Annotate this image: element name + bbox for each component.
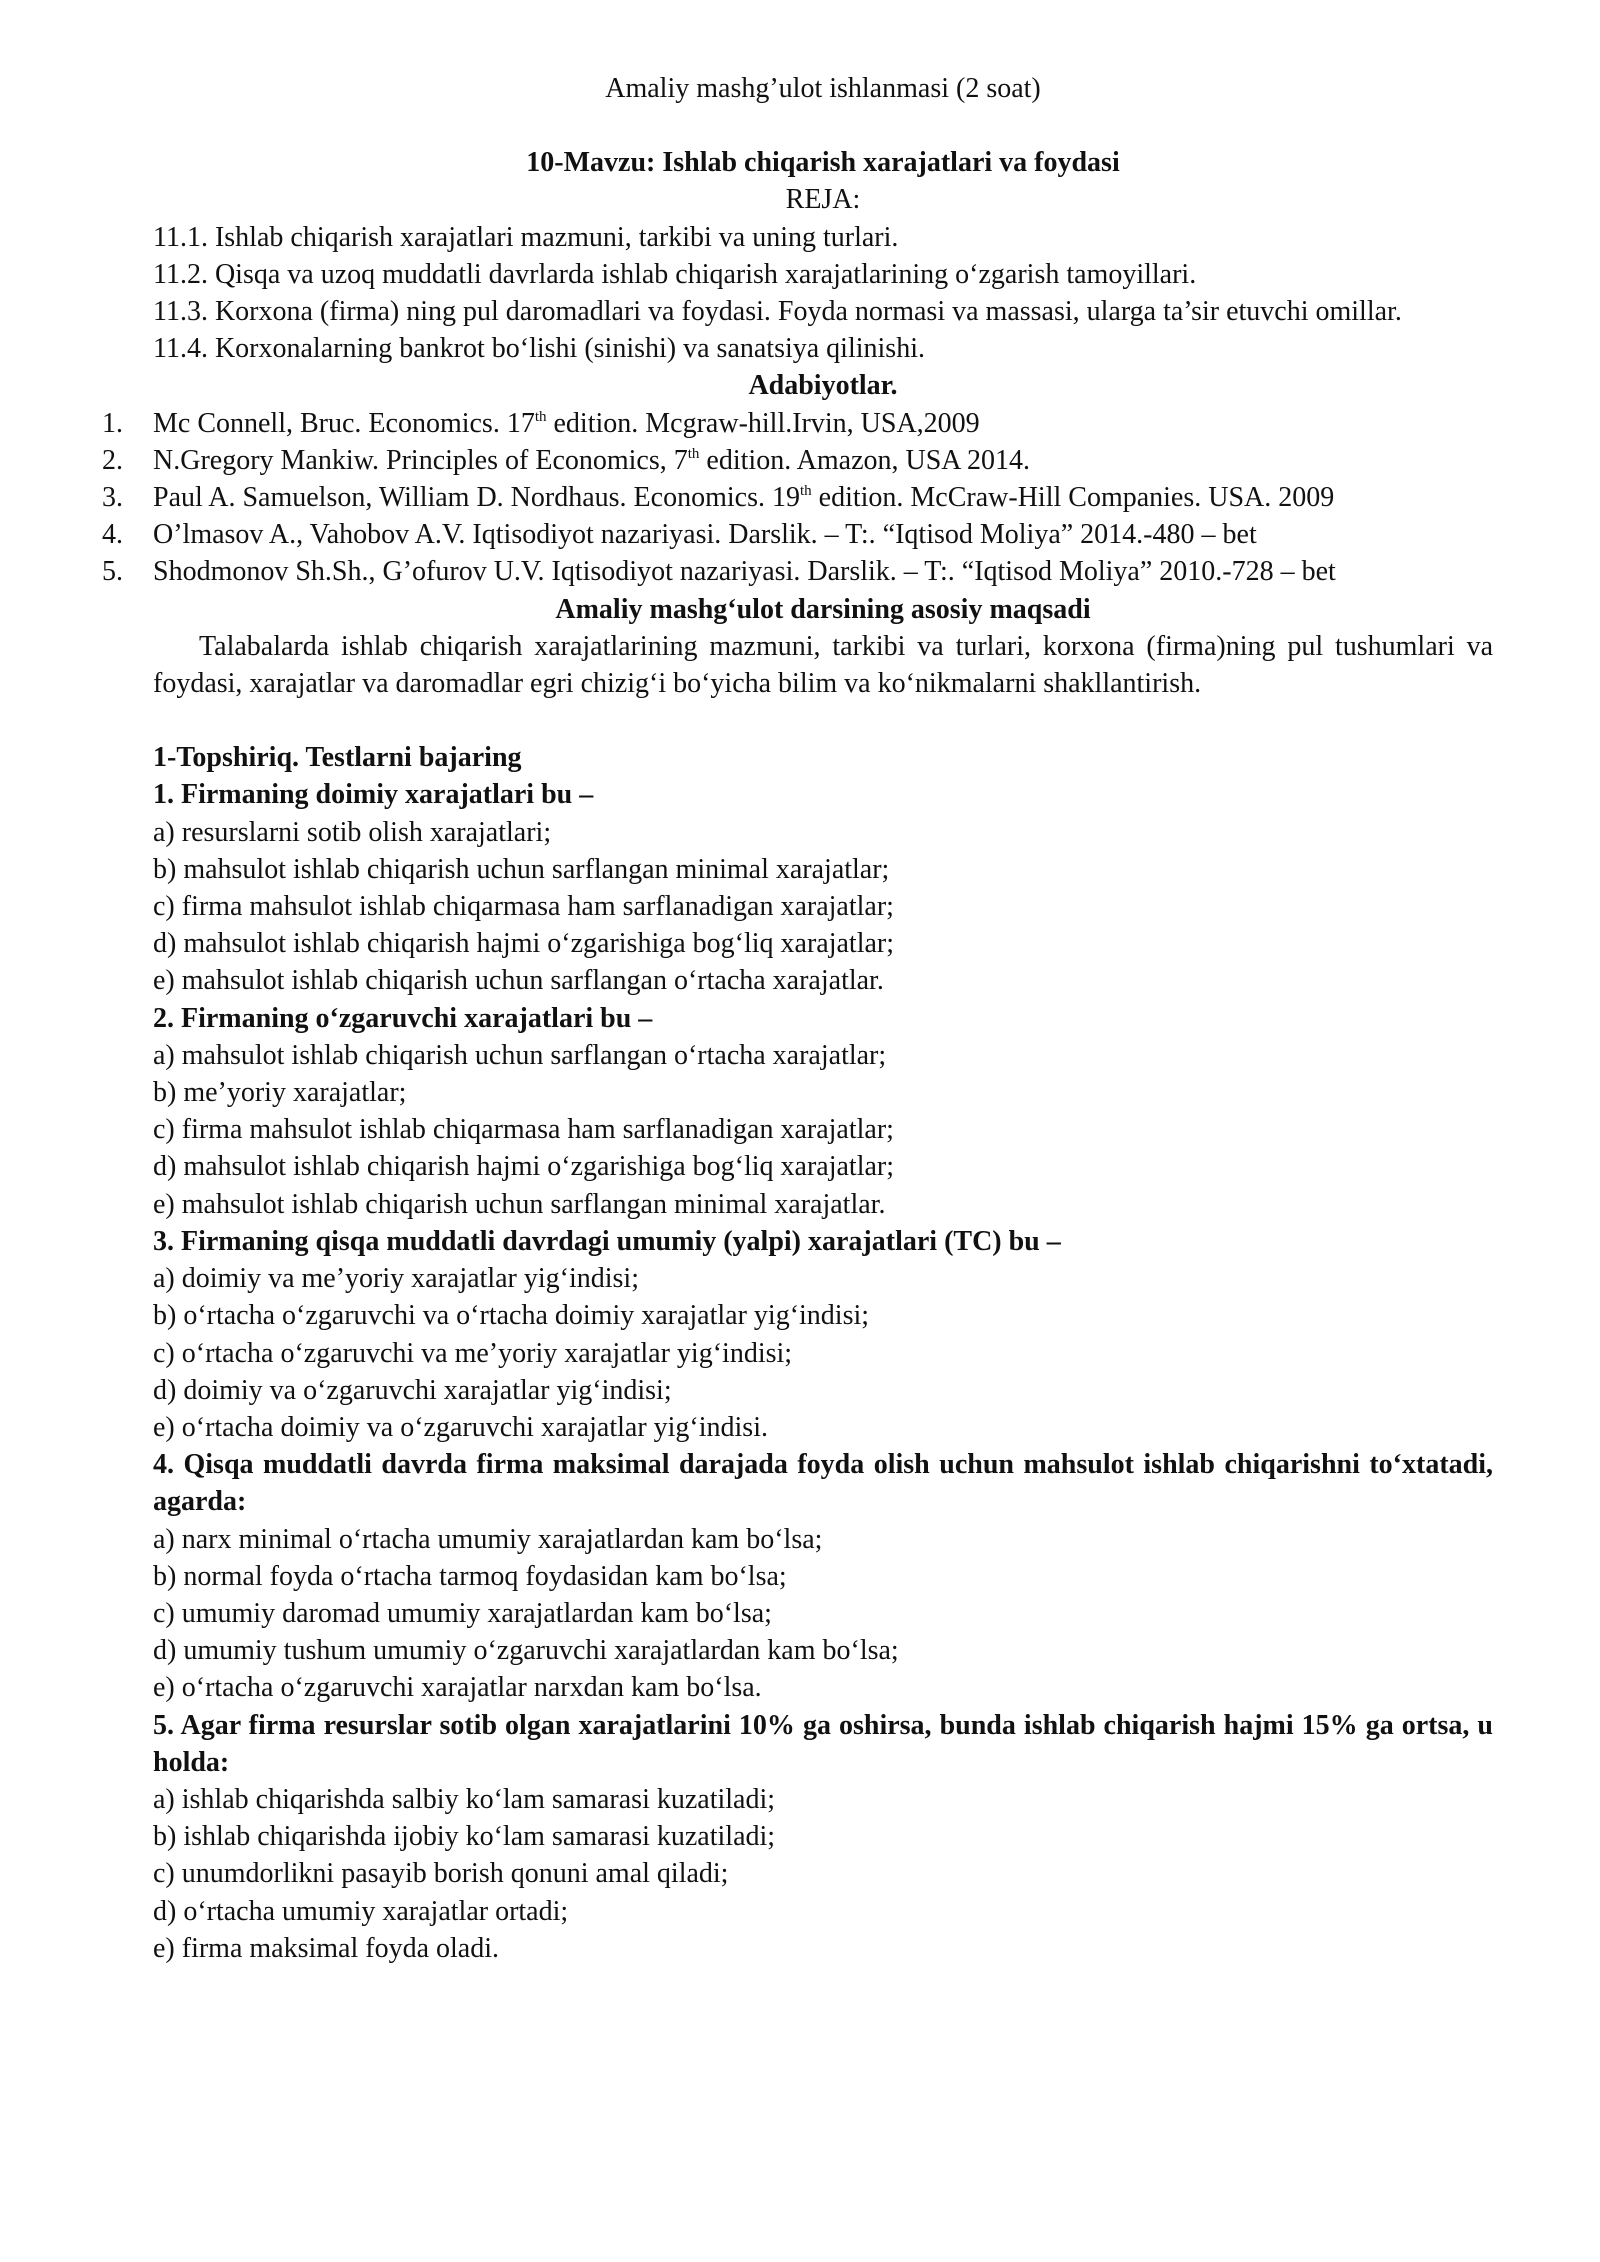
reference-text: Mc Connell, Bruc. Economics. 17th edition. Mcgraw-hill.Irvin, USA,2009 xyxy=(153,407,980,439)
question-block xyxy=(153,1223,1493,1446)
answer-option: e) mahsulot ishlab chiqarish uchun sarflangan minimal xarajatlar. xyxy=(153,1188,886,1220)
reference-number: 1. xyxy=(102,407,123,439)
answer-option: c) o‘rtacha o‘zgaruvchi va me’yoriy xarajatlar yig‘indisi; xyxy=(153,1337,793,1369)
answer-option: b) me’yoriy xarajatlar; xyxy=(153,1077,407,1109)
answer-option: d) doimiy va o‘zgaruvchi xarajatlar yig‘indisi; xyxy=(153,1374,672,1406)
plan-list xyxy=(153,219,1493,368)
answer-option: e) mahsulot ishlab chiqarish uchun sarflangan o‘rtacha xarajatlar. xyxy=(153,965,884,997)
answer-option: a) resurslarni sotib olish xarajatlari; xyxy=(153,816,552,848)
reference-list xyxy=(102,405,1493,591)
answer-option: e) o‘rtacha o‘zgaruvchi xarajatlar narxdan kam bo‘lsa. xyxy=(153,1672,762,1704)
plan-item: 11.3. Korxona (firma) ning pul daromadlari va foydasi. Foyda normasi va massasi, ularga ta’sir etuvchi omillar. xyxy=(153,296,1402,328)
question-text: 5. Agar firma resurslar sotib olgan xarajatlarini 10% ga oshirsa, bunda ishlab chiqarish hajmi 15% ga ortsa, u holda: xyxy=(153,1709,1493,1778)
reference-item xyxy=(102,405,1493,442)
reference-number: 5. xyxy=(102,556,123,588)
answer-option: e) firma maksimal foyda oladi. xyxy=(153,1932,499,1964)
answer-option: b) o‘rtacha o‘zgaruvchi va o‘rtacha doimiy xarajatlar yig‘indisi; xyxy=(153,1300,870,1332)
answer-option: b) mahsulot ishlab chiqarish uchun sarflangan minimal xarajatlar; xyxy=(153,853,890,885)
reference-number: 2. xyxy=(102,444,123,476)
answer-option: d) o‘rtacha umumiy xarajatlar ortadi; xyxy=(153,1895,569,1927)
question-block xyxy=(153,1000,1493,1223)
plan-item: 11.2. Qisqa va uzoq muddatli davrlarda ishlab chiqarish xarajatlarining o‘zgarish tamoyillari. xyxy=(153,258,1197,290)
literature-heading: Adabiyotlar. xyxy=(748,370,898,402)
question-text: 1. Firmaning doimiy xarajatlari bu – xyxy=(153,779,594,811)
topic-title: 10-Mavzu: Ishlab chiqarish xarajatlari va foydasi xyxy=(526,147,1120,179)
plan-item: 11.4. Korxonalarning bankrot bo‘lishi (sinishi) va sanatsiya qilinishi. xyxy=(153,333,925,365)
answer-option: c) firma mahsulot ishlab chiqarmasa ham sarflanadigan xarajatlar; xyxy=(153,1114,894,1146)
answer-option: d) umumiy tushum umumiy o‘zgaruvchi xarajatlardan kam bo‘lsa; xyxy=(153,1635,899,1667)
question-text: 4. Qisqa muddatli davrda firma maksimal darajada foyda olish uchun mahsulot ishlab chiqarishni to‘xtatadi, agarda: xyxy=(153,1449,1493,1518)
document-page xyxy=(102,70,1493,1967)
question-block xyxy=(153,1707,1493,1967)
reference-number: 3. xyxy=(102,482,123,514)
question-block xyxy=(153,1446,1493,1706)
goal-heading: Amaliy mashg‘ulot darsining asosiy maqsadi xyxy=(555,593,1091,625)
answer-option: a) doimiy va me’yoriy xarajatlar yig‘indisi; xyxy=(153,1263,639,1295)
answer-option: c) umumiy daromad umumiy xarajatlardan kam bo‘lsa; xyxy=(153,1597,772,1629)
answer-option: d) mahsulot ishlab chiqarish hajmi o‘zgarishiga bog‘liq xarajatlar; xyxy=(153,928,895,960)
plan-item: 11.1. Ishlab chiqarish xarajatlari mazmuni, tarkibi va uning turlari. xyxy=(153,221,899,253)
answer-option: c) firma mahsulot ishlab chiqarmasa ham sarflanadigan xarajatlar; xyxy=(153,891,894,923)
reference-item xyxy=(102,553,1493,590)
answer-option: e) o‘rtacha doimiy va o‘zgaruvchi xarajatlar yig‘indisi. xyxy=(153,1411,768,1443)
spacer xyxy=(153,702,1493,739)
plan-heading: REJA: xyxy=(785,184,861,216)
answer-option: a) mahsulot ishlab chiqarish uchun sarflangan o‘rtacha xarajatlar; xyxy=(153,1039,887,1071)
answer-option: d) mahsulot ishlab chiqarish hajmi o‘zgarishiga bog‘liq xarajatlar; xyxy=(153,1151,895,1183)
reference-text: O’lmasov A., Vahobov A.V. Iqtisodiyot nazariyasi. Darslik. – T:. “Iqtisod Moliya” 2014.-480 – bet xyxy=(153,519,1257,551)
reference-text: Paul A. Samuelson, William D. Nordhaus. Economics. 19th edition. McCraw-Hill Companies. USA. 2009 xyxy=(153,482,1335,514)
page-header: Amaliy mashg’ulot ishlanmasi (2 soat) xyxy=(605,73,1041,104)
answer-option: a) narx minimal o‘rtacha umumiy xarajatlardan kam bo‘lsa; xyxy=(153,1523,823,1555)
question-text: 2. Firmaning o‘zgaruvchi xarajatlari bu – xyxy=(153,1002,653,1034)
reference-item xyxy=(102,479,1493,516)
reference-item xyxy=(102,442,1493,479)
answer-option: b) ishlab chiqarishda ijobiy ko‘lam samarasi kuzatiladi; xyxy=(153,1821,776,1853)
answer-option: b) normal foyda o‘rtacha tarmoq foydasidan kam bo‘lsa; xyxy=(153,1560,787,1592)
reference-text: Shodmonov Sh.Sh., G’ofurov U.V. Iqtisodiyot nazariyasi. Darslik. – T:. “Iqtisod Moliya” 2010.-728 – bet xyxy=(153,556,1336,588)
answer-option: c) unumdorlikni pasayib borish qonuni amal qiladi; xyxy=(153,1858,729,1890)
question-block xyxy=(153,776,1493,999)
answer-option: a) ishlab chiqarishda salbiy ko‘lam samarasi kuzatiladi; xyxy=(153,1783,776,1815)
task-heading: 1-Topshiriq. Testlarni bajaring xyxy=(153,742,522,774)
reference-number: 4. xyxy=(102,519,123,551)
reference-text: N.Gregory Mankiw. Principles of Economics, 7th edition. Amazon, USA 2014. xyxy=(153,444,1030,476)
reference-item xyxy=(102,516,1493,553)
goal-paragraph: Talabalarda ishlab chiqarish xarajatlarining mazmuni, tarkibi va turlari, korxona (firma)ning pul tushumlari va foydasi, xarajatlar va daromadlar egri chizig‘i bo‘yicha bilim va ko‘nikmalarni shakllantirish. xyxy=(153,630,1493,700)
question-text: 3. Firmaning qisqa muddatli davrdagi umumiy (yalpi) xarajatlari (TC) bu – xyxy=(153,1225,1061,1257)
